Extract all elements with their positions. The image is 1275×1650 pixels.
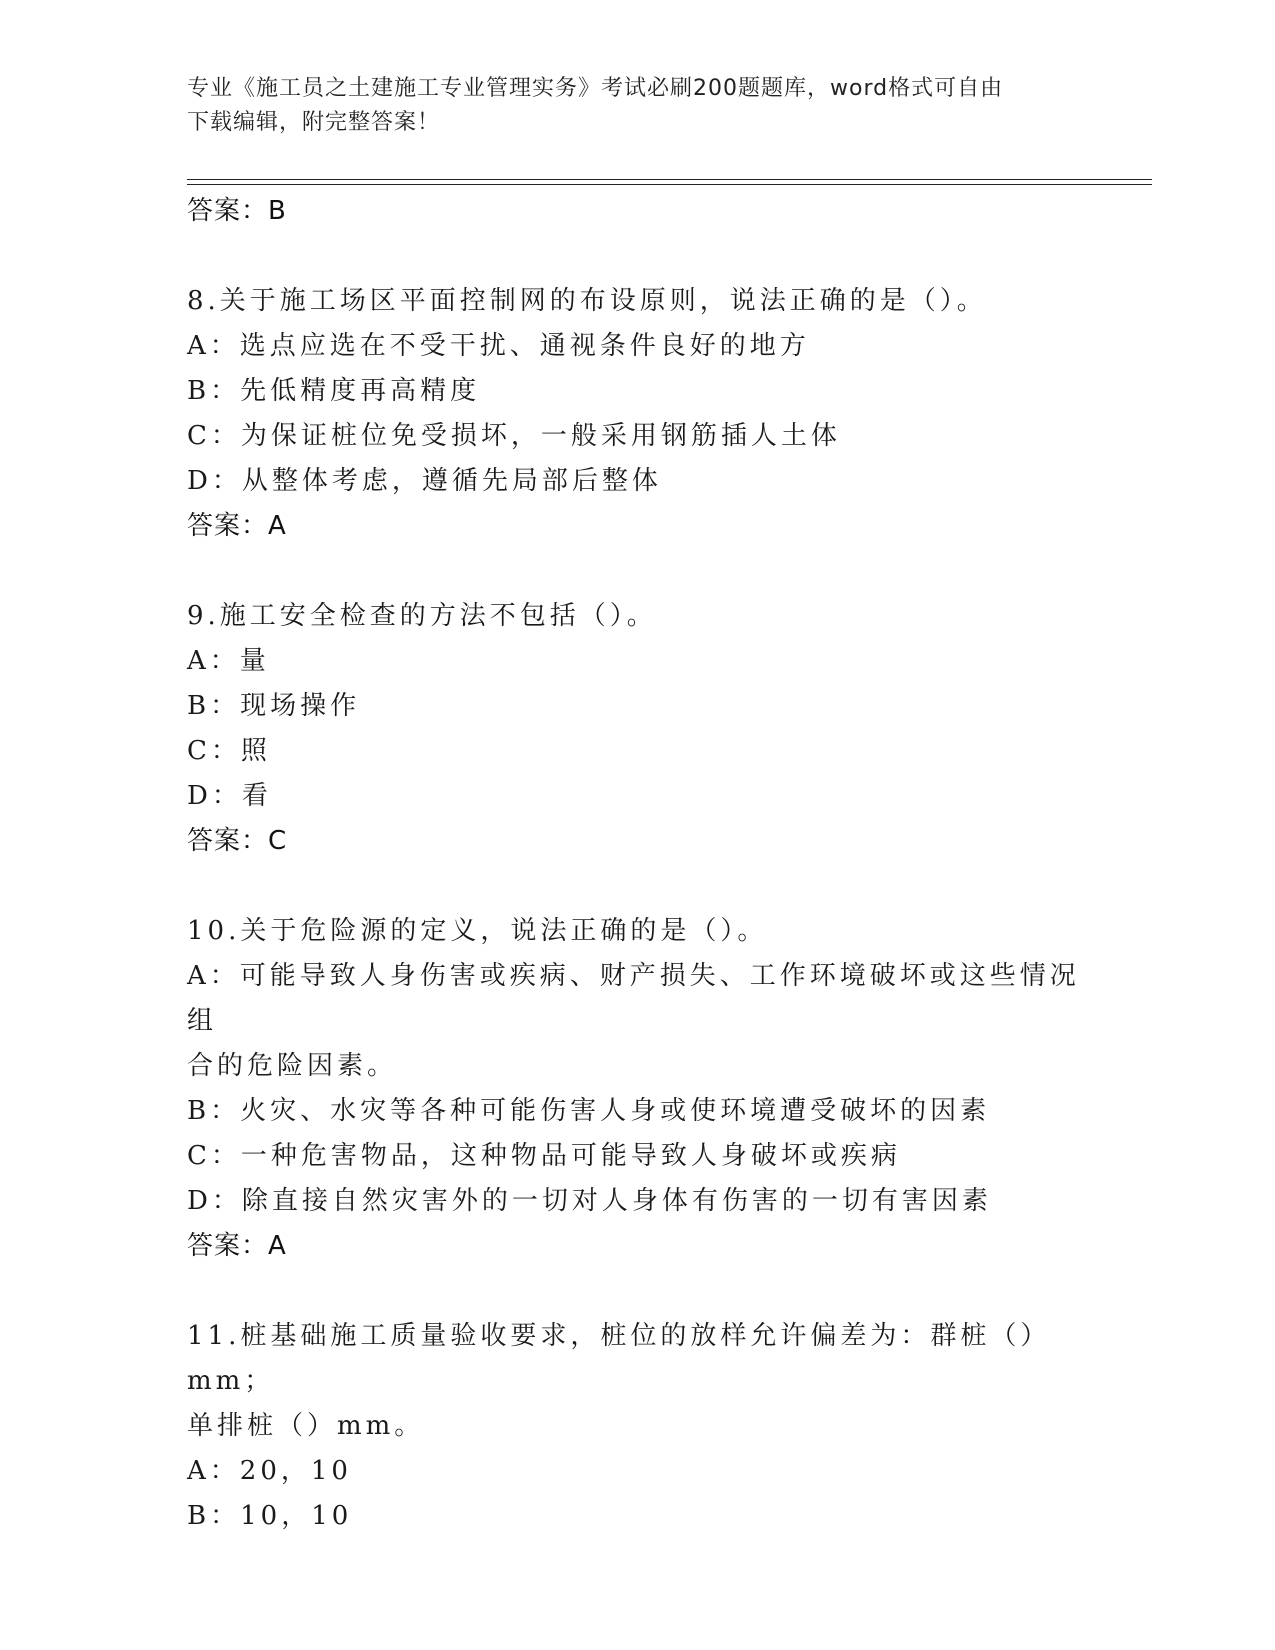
document-header [187, 72, 1067, 140]
option-b: B：10，10 [187, 1501, 353, 1531]
option-a: A：可能导致人身伤害或疾病、财产损失、工作环境破坏或这些情况组 [187, 961, 1080, 1036]
header-title-line-2: 下载编辑，附完整答案！ [187, 110, 441, 135]
option-c: C：为保证桩位免受损坏，一般采用钢筋插人土体 [187, 421, 841, 451]
question-stem-continued: 单排桩（）mm。 [187, 1411, 425, 1441]
question-11 [187, 1314, 1087, 1539]
question-stem: 11.桩基础施工质量验收要求，桩位的放样允许偏差为：群桩（）mm； [187, 1321, 1051, 1396]
question-stem: 8.关于施工场区平面控制网的布设原则，说法正确的是（）。 [187, 286, 987, 316]
option-b: B：现场操作 [187, 691, 361, 721]
option-a: A：20，10 [187, 1456, 352, 1486]
answer: 答案：A [187, 1231, 287, 1261]
answer: 答案：A [187, 511, 287, 541]
option-a-continued: 合的危险因素。 [187, 1051, 398, 1081]
question-stem: 9.施工安全检查的方法不包括（）。 [187, 601, 657, 631]
answer: 答案：C [187, 826, 288, 856]
option-d: D：看 [187, 781, 272, 811]
option-d: D：除直接自然灾害外的一切对人身体有伤害的一切有害因素 [187, 1186, 992, 1216]
option-a: A：量 [187, 646, 270, 676]
option-b: B：先低精度再高精度 [187, 376, 481, 406]
question-stem: 10.关于危险源的定义，说法正确的是（）。 [187, 916, 768, 946]
question-10 [187, 909, 1087, 1269]
option-d: D：从整体考虑，遵循先局部后整体 [187, 466, 662, 496]
header-divider-top [187, 179, 1152, 180]
option-c: C：照 [187, 736, 271, 766]
header-title-line-1: 专业《施工员之土建施工专业管理实务》考试必刷200题题库，word格式可自由 [187, 76, 1004, 101]
question-9 [187, 594, 1087, 864]
previous-answer: 答案：B [187, 196, 287, 226]
option-c: C：一种危害物品，这种物品可能导致人身破坏或疾病 [187, 1141, 901, 1171]
question-list [187, 189, 1087, 1539]
option-a: A：选点应选在不受干扰、通视条件良好的地方 [187, 331, 810, 361]
question-8 [187, 279, 1087, 549]
option-b: B：火灾、水灾等各种可能伤害人身或使环境遭受破坏的因素 [187, 1096, 991, 1126]
header-divider-bottom [187, 184, 1152, 185]
